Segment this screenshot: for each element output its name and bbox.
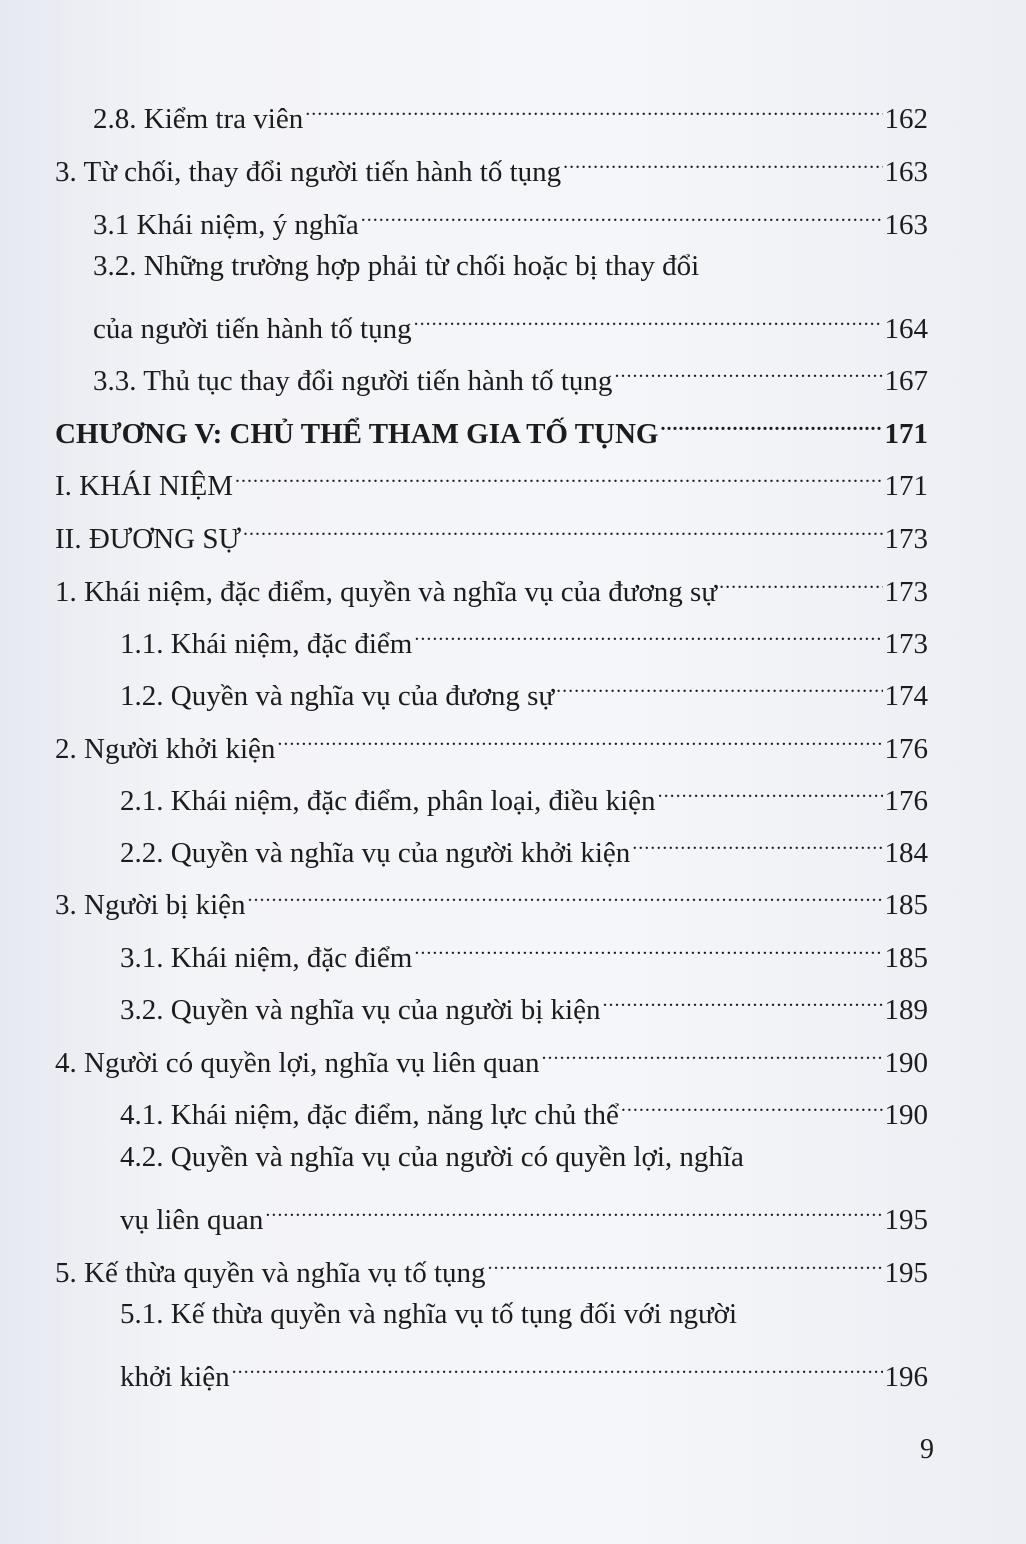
toc-entry-page: 171 (884, 418, 928, 450)
toc-entry (55, 508, 928, 555)
toc-entry-label: vụ liên quan (120, 1204, 264, 1236)
toc-entry (93, 88, 928, 135)
toc-entry-page: 162 (884, 103, 928, 135)
dot-leader (243, 508, 883, 548)
toc-entry-page: 185 (884, 942, 928, 974)
dot-leader (232, 1346, 883, 1386)
dot-leader (563, 141, 882, 181)
dot-leader (658, 770, 883, 810)
toc-entry-label: 2. Người khởi kiện (55, 733, 276, 765)
dot-leader (602, 979, 882, 1019)
dot-leader (719, 561, 882, 601)
toc-entry-page: 185 (884, 889, 928, 921)
toc-entry-continued-label: 3.2. Những trường hợp phải từ chối hoặc bị thay đổi (93, 250, 700, 282)
toc-entry (55, 455, 928, 502)
dot-leader (488, 1242, 883, 1282)
toc-entry-page: 195 (884, 1204, 928, 1236)
toc-entry (120, 979, 928, 1026)
toc-entry-label: 2.1. Khái niệm, đặc điểm, phân loại, điều kiện (120, 785, 656, 817)
toc-entry-label: 1.2. Quyền và nghĩa vụ của đương sự (120, 680, 555, 712)
toc-chapter-entry (55, 403, 928, 450)
toc-entry-continued-label: 4.2. Quyền và nghĩa vụ của người có quyền lợi, nghĩa (120, 1141, 744, 1173)
toc-entry (120, 1084, 928, 1131)
dot-leader (414, 927, 882, 967)
toc-entry-page: 196 (884, 1361, 928, 1393)
toc-entry-label: 3.2. Quyền và nghĩa vụ của người bị kiện (120, 994, 601, 1026)
toc-entry-page: 176 (884, 733, 928, 765)
dot-leader (556, 665, 882, 705)
dot-leader (621, 1084, 883, 1124)
toc-entry (120, 1346, 928, 1393)
toc-entry (93, 194, 928, 241)
dot-leader (414, 298, 883, 338)
toc-entry-page: 173 (884, 628, 928, 660)
dot-leader (277, 718, 882, 758)
toc-entry-label: 1.1. Khái niệm, đặc điểm (120, 628, 413, 660)
toc-entry-page: 189 (884, 994, 928, 1026)
toc-entry-label: 4. Người có quyền lợi, nghĩa vụ liên quan (55, 1047, 540, 1079)
toc-entry (120, 613, 928, 660)
toc-entry-page: 173 (884, 523, 928, 555)
toc-entry-label: 3.1 Khái niệm, ý nghĩa (93, 209, 359, 241)
dot-leader (305, 88, 882, 128)
page-number: 9 (920, 1434, 934, 1465)
dot-leader (614, 350, 882, 390)
toc-entry (55, 141, 928, 188)
toc-entry-page: 171 (884, 470, 928, 502)
toc-entry-label: II. ĐƯƠNG SỰ (55, 523, 241, 555)
toc-entry-label: 2.8. Kiểm tra viên (93, 103, 304, 135)
dot-leader (235, 455, 883, 495)
toc-entry-label: của người tiến hành tố tụng (93, 313, 412, 345)
toc-entry (120, 665, 928, 712)
dot-leader (265, 1189, 882, 1229)
toc-entry-page: 190 (884, 1099, 928, 1131)
toc-entry-page: 174 (884, 680, 928, 712)
toc-entry-page: 176 (884, 785, 928, 817)
toc-entry-label: 2.2. Quyền và nghĩa vụ của người khởi kiện (120, 837, 631, 869)
toc-entry (55, 561, 928, 608)
toc-entry-label: 3. Từ chối, thay đổi người tiến hành tố tụng (55, 156, 562, 188)
toc-entry (55, 874, 928, 921)
toc-entry (93, 298, 928, 345)
toc-entry (55, 1242, 928, 1289)
toc-entry-page: 163 (884, 156, 928, 188)
toc-entry (120, 1189, 928, 1236)
toc-entry-label: 3.1. Khái niệm, đặc điểm (120, 942, 413, 974)
dot-leader (361, 194, 883, 234)
toc-entry-page: 164 (884, 313, 928, 345)
toc-entry (120, 927, 928, 974)
toc-entry-label: 5. Kế thừa quyền và nghĩa vụ tố tụng (55, 1257, 486, 1289)
toc-entry (93, 350, 928, 397)
toc-entry-label: khởi kiện (120, 1361, 230, 1393)
toc-entry-page: 195 (884, 1257, 928, 1289)
chapter-title: CHƯƠNG V: CHỦ THỂ THAM GIA TỐ TỤNG (55, 418, 659, 450)
dot-leader (248, 874, 883, 914)
toc-entry (55, 1032, 928, 1079)
dot-leader (660, 403, 882, 443)
toc-entry-continued-label: 5.1. Kế thừa quyền và nghĩa vụ tố tụng đối với người (120, 1298, 738, 1330)
dot-leader (632, 822, 882, 862)
toc-entry-label: 1. Khái niệm, đặc điểm, quyền và nghĩa vụ của đương sự (55, 576, 718, 608)
toc-entry (55, 718, 928, 765)
toc-entry-label: I. KHÁI NIỆM (55, 470, 233, 502)
toc-entry-label: 3. Người bị kiện (55, 889, 246, 921)
toc-entry (120, 822, 928, 869)
toc-entry-page: 167 (884, 365, 928, 397)
toc-entry-page: 173 (884, 576, 928, 608)
toc-entry-label: 4.1. Khái niệm, đặc điểm, năng lực chủ thể (120, 1099, 619, 1131)
toc-entry-page: 163 (884, 209, 928, 241)
toc-entry (120, 770, 928, 817)
toc-entry-label: 3.3. Thủ tục thay đổi người tiến hành tố tụng (93, 365, 613, 397)
toc-entry-page: 184 (884, 837, 928, 869)
dot-leader (414, 613, 882, 653)
dot-leader (542, 1032, 883, 1072)
toc-entry-page: 190 (884, 1047, 928, 1079)
